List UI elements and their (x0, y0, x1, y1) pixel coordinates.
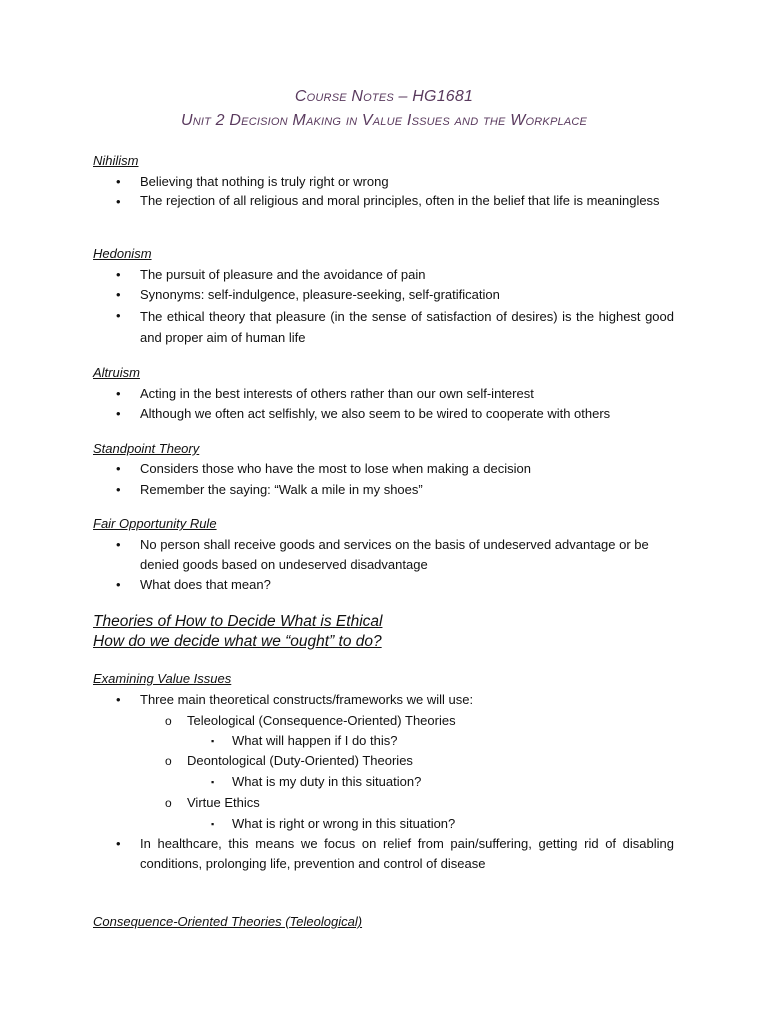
course-title: Course Notes – HG1681 (294, 88, 474, 105)
bullet: • (116, 386, 121, 401)
sub-sub-list-item: What is my duty in this situation? (232, 774, 422, 789)
list-item: Remember the saying: “Walk a mile in my shoes” (140, 482, 423, 497)
sub-bullet: o (165, 754, 172, 768)
bullet: • (116, 194, 121, 209)
sub-list-item: Virtue Ethics (187, 795, 260, 810)
bullet: • (116, 267, 121, 282)
nihilism-heading: Nihilism (93, 153, 139, 168)
theories-heading: Theories of How to Decide What is Ethical (93, 613, 383, 630)
standpoint-heading: Standpoint Theory (93, 441, 200, 456)
bullet: • (116, 406, 121, 421)
theories-subheading: How do we decide what we “ought” to do? (93, 633, 382, 650)
list-item: No person shall receive goods and services on the basis of undeserved advantage or be denied goods based on undeserved disadvantage (140, 537, 649, 572)
bullet: • (116, 537, 121, 552)
list-item: Acting in the best interests of others rather than our own self-interest (140, 386, 534, 401)
bullet: • (116, 836, 121, 851)
square-bullet: ▪ (211, 819, 215, 829)
list-item: Considers those who have the most to lose when making a decision (140, 461, 531, 476)
sub-sub-list-item: What will happen if I do this? (232, 733, 398, 748)
sub-bullet: o (165, 714, 172, 728)
sub-list-item: Deontological (Duty-Oriented) Theories (187, 753, 413, 768)
bullet: • (116, 287, 121, 302)
bullet: • (116, 174, 121, 189)
list-item: The pursuit of pleasure and the avoidance of pain (140, 267, 426, 282)
hedonism-heading: Hedonism (93, 246, 152, 261)
list-item: The ethical theory that pleasure (in the sense of satisfaction of desires) is the highest good and proper aim of human life (140, 309, 674, 345)
sub-sub-list-item: What is right or wrong in this situation? (232, 816, 456, 831)
sub-list-item: Teleological (Consequence-Oriented) Theories (187, 713, 456, 728)
list-item: Three main theoretical constructs/frameworks we will use: (140, 692, 474, 707)
square-bullet: ▪ (211, 777, 215, 787)
list-item: What does that mean? (140, 577, 271, 592)
altruism-heading: Altruism (93, 365, 140, 380)
examining-heading: Examining Value Issues (93, 671, 232, 686)
square-bullet: ▪ (211, 736, 215, 746)
bullet: • (116, 692, 121, 707)
sub-bullet: o (165, 796, 172, 810)
bullet: • (116, 482, 121, 497)
list-item: Believing that nothing is truly right or wrong (140, 174, 389, 189)
fair-opportunity-heading: Fair Opportunity Rule (93, 516, 217, 531)
list-item: Synonyms: self-indulgence, pleasure-seeking, self-gratification (140, 287, 500, 302)
consequence-heading: Consequence-Oriented Theories (Teleological) (93, 914, 363, 929)
bullet: • (116, 577, 121, 592)
list-item: Although we often act selfishly, we also seem to be wired to cooperate with others (140, 406, 611, 421)
bullet: • (116, 461, 121, 476)
list-item: The rejection of all religious and moral principles, often in the belief that life is meaningless (140, 193, 660, 208)
list-item: In healthcare, this means we focus on relief from pain/suffering, getting rid of disabling conditions, prolonging life, prevention and control of disease (140, 836, 674, 871)
bullet: • (116, 308, 121, 323)
unit-title: Unit 2 Decision Making in Value Issues and the Workplace (180, 112, 588, 129)
